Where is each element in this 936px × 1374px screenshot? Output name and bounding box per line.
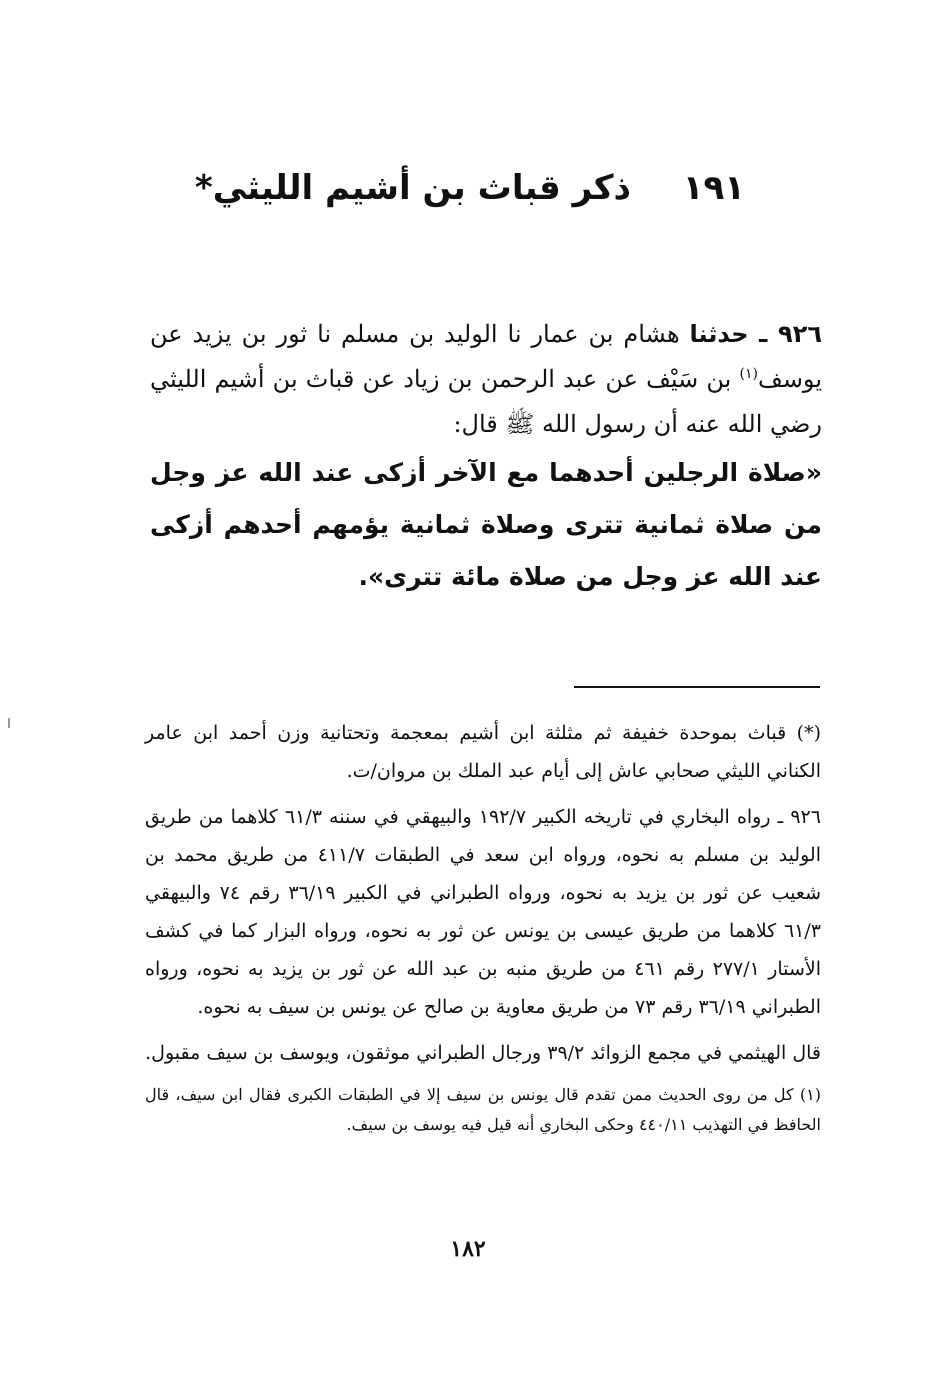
- hadith-number-lead: ٩٢٦ ـ حدثنا: [689, 320, 822, 348]
- footnote-1: (١) كل من روى الحديث ممن تقدم قال يونس بن سيف إلا في الطبقات الكبرى فقال ابن سيف، قال الحافظ في التهذيب ٤٤٠/١١ وحكى البخاري أنه قيل فيه يوسف بن سيف.: [145, 1085, 821, 1134]
- chapter-title: ذكر قباث بن أشيم الليثي*: [194, 168, 631, 208]
- footnote-takhrij: ٩٢٦ ـ رواه البخاري في تاريخه الكبير ١٩٢/٧ والبيهقي في سننه ٦١/٣ كلاهما من طريق الوليد بن مسلم به نحوه، ورواه ابن سعد في الطبقات ٤١١/٧ من طريق محمد بن شعيب عن ثور بن يزيد به نحوه، ورواه الطبراني في الكبير ٣٦/١٩ رقم ٧٤ والبيهقي ٦١/٣ كلاهما من طريق عيسى بن يونس عن ثور به نحوه، ورواه البزار كما في كشف الأستار ٢٧٧/١ رقم ٤٦١ من طريق منبه بن عبد الله عن ثور بن يزيد به نحوه، ورواه الطبراني ٣٦/١٩ رقم ٧٣ من طريق معاوية بن صالح عن يونس بن سيف به نحوه.: [145, 806, 822, 1018]
- footnote-separator: [574, 686, 820, 688]
- footnotes: [145, 714, 821, 1148]
- scan-edge-mark: [8, 718, 10, 728]
- page-number: ١٨٢: [450, 1236, 486, 1262]
- isnad-part-2: بن سَيْف عن عبد الرحمن بن زياد عن قباث بن أشيم الليثي رضي الله عنه أن رسول الله ﷺ قال:: [150, 365, 822, 438]
- chapter-number: ١٩١: [682, 168, 746, 208]
- footnote-haythami: قال الهيثمي في مجمع الزوائد ٣٩/٢ ورجال الطبراني موثقون، ويوسف بن سيف مقبول.: [145, 1042, 821, 1064]
- hadith-text: [150, 312, 822, 603]
- isnad-part-1: هشام بن عمار نا الوليد بن مسلم نا ثور بن يزيد عن يوسف: [150, 320, 822, 393]
- chapter-heading: [150, 168, 790, 208]
- hadith-isnad: [150, 312, 822, 447]
- footnote-ref-marker: (١): [739, 366, 758, 382]
- hadith-matn: «صلاة الرجلين أحدهما مع الآخر أزكى عند الله عز وجل من صلاة ثمانية تترى وصلاة ثمانية يؤمهم أحدهم أزكى عند الله عز وجل من صلاة مائة تترى».: [150, 458, 822, 591]
- footnote-star: (*) قباث بموحدة خفيفة ثم مثلثة ابن أشيم بمعجمة وتحتانية وزن أحمد ابن عامر الكناني الليثي صحابي عاش إلى أيام عبد الملك بن مروان/ت.: [145, 722, 821, 782]
